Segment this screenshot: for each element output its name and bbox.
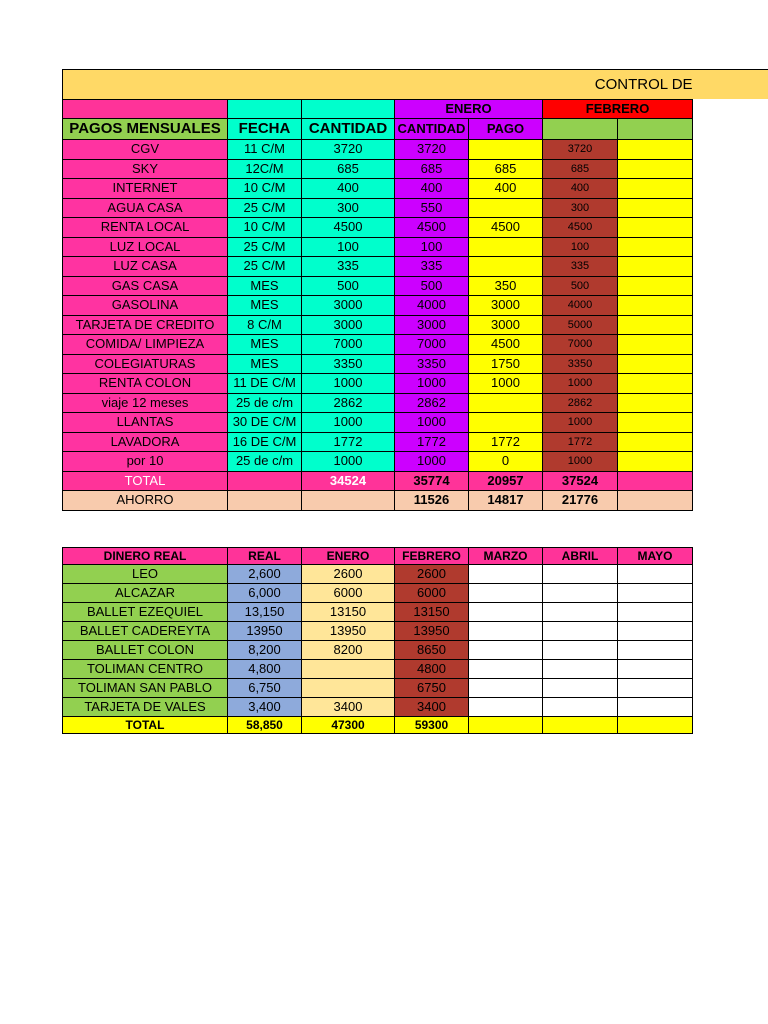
cell-cantidad[interactable]: 7000 [302,335,395,355]
cell-fecha[interactable]: 30 DE C/M [228,413,302,433]
cell-fecha[interactable]: MES [228,276,302,296]
ahorro-enero-cantidad[interactable]: 11526 [395,491,469,511]
cell-cantidad[interactable]: 4500 [302,218,395,238]
blank-cell[interactable] [618,698,693,717]
table-row [63,198,693,218]
cell-fecha[interactable]: 8 C/M [228,315,302,335]
blank-cell[interactable] [469,565,543,584]
cell-enero-cantidad[interactable]: 4500 [395,218,469,238]
cell-name[interactable]: COMIDA/ LIMPIEZA [63,335,228,355]
cell-pago[interactable]: 3000 [469,296,543,316]
cell-real[interactable]: 6,750 [228,679,302,698]
blank-cell[interactable] [228,491,302,511]
cell-extra[interactable] [618,452,693,472]
cell-fecha[interactable]: 10 C/M [228,179,302,199]
cell-name[interactable]: LLANTAS [63,413,228,433]
cell-fecha[interactable]: MES [228,354,302,374]
blank-cell[interactable] [618,641,693,660]
cell-pago[interactable] [469,413,543,433]
table-row [63,660,693,679]
cell-pago[interactable]: 4500 [469,335,543,355]
cell-extra[interactable] [618,276,693,296]
cell-name[interactable]: LUZ LOCAL [63,237,228,257]
cell-cantidad[interactable]: 500 [302,276,395,296]
cell-cantidad[interactable]: 300 [302,198,395,218]
cell-name[interactable]: BALLET CADEREYTA [63,622,228,641]
cell-name[interactable]: por 10 [63,452,228,472]
cell-pago[interactable]: 685 [469,159,543,179]
cell-extra[interactable] [618,413,693,433]
cell-cantidad[interactable]: 685 [302,159,395,179]
blank-cell[interactable] [469,584,543,603]
cell-febrero[interactable]: 2600 [395,565,469,584]
pagos-table [62,69,693,511]
cell-name[interactable]: TOLIMAN CENTRO [63,660,228,679]
blank-cell[interactable] [469,698,543,717]
cell-extra[interactable] [618,257,693,277]
cell-feb[interactable]: 1772 [543,432,618,452]
cell-name[interactable]: GAS CASA [63,276,228,296]
cell-pago[interactable]: 0 [469,452,543,472]
cell-feb[interactable]: 300 [543,198,618,218]
cell-name[interactable]: AGUA CASA [63,198,228,218]
cell-real[interactable]: 3,400 [228,698,302,717]
cell-cantidad[interactable]: 3350 [302,354,395,374]
cell-fecha[interactable]: MES [228,296,302,316]
cell-name[interactable]: SKY [63,159,228,179]
cell-feb[interactable]: 2862 [543,393,618,413]
cell-real[interactable]: 6,000 [228,584,302,603]
cell-feb[interactable]: 7000 [543,335,618,355]
cell-enero-cantidad[interactable]: 2862 [395,393,469,413]
cell-fecha[interactable]: 16 DE C/M [228,432,302,452]
cell-enero[interactable]: 3400 [302,698,395,717]
cell-enero-cantidad[interactable]: 335 [395,257,469,277]
cell-enero-cantidad[interactable]: 400 [395,179,469,199]
cell-name[interactable]: LUZ CASA [63,257,228,277]
cell-fecha[interactable]: 11 C/M [228,140,302,160]
cell-fecha[interactable]: 25 C/M [228,198,302,218]
cell-feb[interactable]: 1000 [543,413,618,433]
cell-extra[interactable] [618,315,693,335]
cell-febrero[interactable]: 8650 [395,641,469,660]
blank-cell[interactable] [543,603,618,622]
cell-pago[interactable] [469,257,543,277]
header-marzo[interactable]: MARZO [469,548,543,565]
blank-cell[interactable] [469,679,543,698]
cell-feb[interactable]: 335 [543,257,618,277]
total-label[interactable]: TOTAL [63,471,228,491]
cell-cantidad[interactable]: 3000 [302,296,395,316]
cell-enero-cantidad[interactable]: 3350 [395,354,469,374]
blank-cell[interactable] [618,622,693,641]
cell-enero-cantidad[interactable]: 1772 [395,432,469,452]
ahorro-febrero[interactable]: 21776 [543,491,618,511]
cell-extra[interactable] [618,218,693,238]
cell-name[interactable]: BALLET EZEQUIEL [63,603,228,622]
cell-feb[interactable]: 500 [543,276,618,296]
blank-cell[interactable] [543,565,618,584]
blank-cell[interactable] [618,679,693,698]
blank-cell[interactable] [543,584,618,603]
cell-feb[interactable]: 1000 [543,374,618,394]
total-febrero[interactable]: 37524 [543,471,618,491]
cell-febrero[interactable]: 13150 [395,603,469,622]
table-row [63,354,693,374]
cell-name[interactable]: TOLIMAN SAN PABLO [63,679,228,698]
dinero-real-table [62,547,693,734]
header-cantidad[interactable]: CANTIDAD [302,119,395,140]
blank-cell[interactable] [543,717,618,734]
table-row [63,679,693,698]
total-pago[interactable]: 20957 [469,471,543,491]
blank-cell[interactable] [469,641,543,660]
table-row [63,413,693,433]
blank-cell[interactable] [618,603,693,622]
blank-cell[interactable] [469,622,543,641]
table-row [63,179,693,199]
table-row [63,237,693,257]
cell-real[interactable]: 13,150 [228,603,302,622]
cell-fecha[interactable]: 10 C/M [228,218,302,238]
cell-enero-cantidad[interactable]: 7000 [395,335,469,355]
cell-feb[interactable]: 3350 [543,354,618,374]
cell-pago[interactable]: 1772 [469,432,543,452]
cell-cantidad[interactable]: 2862 [302,393,395,413]
cell-extra[interactable] [618,432,693,452]
table-row [63,565,693,584]
cell-fecha[interactable]: MES [228,335,302,355]
cell-extra[interactable] [618,393,693,413]
table-row [63,584,693,603]
blank-cell[interactable] [618,565,693,584]
cell-enero[interactable] [302,679,395,698]
cell-enero[interactable]: 13150 [302,603,395,622]
header-febrero[interactable]: FEBRERO [395,548,469,565]
sheet-title: CONTROL DE [63,70,693,100]
cell-feb[interactable]: 400 [543,179,618,199]
cell-enero[interactable] [302,660,395,679]
blank-cell[interactable] [228,471,302,491]
cell-name[interactable]: RENTA COLON [63,374,228,394]
cell-name[interactable]: LEO [63,565,228,584]
header-dinero-real[interactable]: DINERO REAL [63,548,228,565]
header-mayo[interactable]: MAYO [618,548,693,565]
table-row [63,452,693,472]
table-row [63,257,693,277]
cell-fecha[interactable]: 25 C/M [228,237,302,257]
cell-cantidad[interactable]: 335 [302,257,395,277]
table-row [63,296,693,316]
cell-cantidad[interactable]: 1000 [302,452,395,472]
cell-name[interactable]: INTERNET [63,179,228,199]
cell-enero-cantidad[interactable]: 3720 [395,140,469,160]
cell-name[interactable]: BALLET COLON [63,641,228,660]
cell-feb[interactable]: 1000 [543,452,618,472]
table-row [63,276,693,296]
cell-enero-cantidad[interactable]: 550 [395,198,469,218]
header-real[interactable]: REAL [228,548,302,565]
header-enero-cantidad[interactable]: CANTIDAD [395,119,469,140]
blank-cell[interactable] [302,491,395,511]
cell-name[interactable]: RENTA LOCAL [63,218,228,238]
cell-enero[interactable]: 13950 [302,622,395,641]
blank-cell[interactable] [618,119,693,140]
cell-extra[interactable] [618,296,693,316]
blank-cell[interactable] [543,698,618,717]
blank-cell[interactable] [228,100,302,119]
blank-cell[interactable] [63,100,228,119]
cell-extra[interactable] [618,354,693,374]
header-abril[interactable]: ABRIL [543,548,618,565]
cell-pago[interactable]: 1750 [469,354,543,374]
table-row [63,641,693,660]
cell-name[interactable]: TARJETA DE VALES [63,698,228,717]
cell-fecha[interactable]: 25 C/M [228,257,302,277]
dinero-total-enero[interactable]: 47300 [302,717,395,734]
blank-cell[interactable] [618,471,693,491]
cell-pago[interactable] [469,237,543,257]
cell-cantidad[interactable]: 100 [302,237,395,257]
table-row [63,159,693,179]
cell-real[interactable]: 13950 [228,622,302,641]
cell-name[interactable]: COLEGIATURAS [63,354,228,374]
cell-fecha[interactable]: 25 de c/m [228,452,302,472]
cell-feb[interactable]: 4000 [543,296,618,316]
blank-cell[interactable] [543,679,618,698]
cell-enero-cantidad[interactable]: 1000 [395,452,469,472]
cell-enero[interactable]: 8200 [302,641,395,660]
cell-extra[interactable] [618,237,693,257]
dinero-total-real[interactable]: 58,850 [228,717,302,734]
cell-febrero[interactable]: 6750 [395,679,469,698]
cell-febrero[interactable]: 4800 [395,660,469,679]
cell-feb[interactable]: 3720 [543,140,618,160]
cell-fecha[interactable]: 12C/M [228,159,302,179]
cell-cantidad[interactable]: 400 [302,179,395,199]
cell-pago[interactable] [469,140,543,160]
cell-name[interactable]: CGV [63,140,228,160]
cell-fecha[interactable]: 11 DE C/M [228,374,302,394]
cell-febrero[interactable]: 3400 [395,698,469,717]
table-row [63,140,693,160]
cell-cantidad[interactable]: 1000 [302,374,395,394]
cell-name[interactable]: GASOLINA [63,296,228,316]
table-row [63,315,693,335]
title-extension [691,69,768,99]
cell-cantidad[interactable]: 3000 [302,315,395,335]
cell-enero-cantidad[interactable]: 685 [395,159,469,179]
cell-pago[interactable]: 1000 [469,374,543,394]
ahorro-label[interactable]: AHORRO [63,491,228,511]
cell-febrero[interactable]: 6000 [395,584,469,603]
header-enero[interactable]: ENERO [302,548,395,565]
cell-extra[interactable] [618,374,693,394]
cell-name[interactable]: TARJETA DE CREDITO [63,315,228,335]
cell-cantidad[interactable]: 1000 [302,413,395,433]
header-pagos[interactable]: PAGOS MENSUALES [63,119,228,140]
cell-enero[interactable]: 2600 [302,565,395,584]
table-row [63,374,693,394]
cell-pago[interactable] [469,198,543,218]
header-fecha[interactable]: FECHA [228,119,302,140]
dinero-total-label[interactable]: TOTAL [63,717,228,734]
dinero-total-febrero[interactable]: 59300 [395,717,469,734]
cell-pago[interactable]: 400 [469,179,543,199]
total-enero-cantidad[interactable]: 35774 [395,471,469,491]
blank-cell[interactable] [543,119,618,140]
table-row [63,335,693,355]
month-febrero-header[interactable]: FEBRERO [543,100,693,119]
blank-cell[interactable] [469,717,543,734]
cell-cantidad[interactable]: 3720 [302,140,395,160]
month-enero-header[interactable]: ENERO [395,100,543,119]
cell-name[interactable]: viaje 12 meses [63,393,228,413]
cell-feb[interactable]: 5000 [543,315,618,335]
total-cantidad[interactable]: 34524 [302,471,395,491]
table-row [63,218,693,238]
cell-real[interactable]: 4,800 [228,660,302,679]
cell-enero-cantidad[interactable]: 100 [395,237,469,257]
table-row [63,603,693,622]
header-enero-pago[interactable]: PAGO [469,119,543,140]
cell-extra[interactable] [618,140,693,160]
cell-feb[interactable]: 685 [543,159,618,179]
blank-cell[interactable] [543,622,618,641]
blank-cell[interactable] [618,491,693,511]
cell-name[interactable]: LAVADORA [63,432,228,452]
cell-febrero[interactable]: 13950 [395,622,469,641]
ahorro-pago[interactable]: 14817 [469,491,543,511]
cell-extra[interactable] [618,159,693,179]
table-row [63,698,693,717]
blank-cell[interactable] [469,603,543,622]
cell-real[interactable]: 2,600 [228,565,302,584]
cell-feb[interactable]: 100 [543,237,618,257]
cell-fecha[interactable]: 25 de c/m [228,393,302,413]
blank-cell[interactable] [618,717,693,734]
blank-cell[interactable] [618,584,693,603]
cell-enero-cantidad[interactable]: 1000 [395,413,469,433]
table-row [63,393,693,413]
cell-pago[interactable]: 350 [469,276,543,296]
cell-cantidad[interactable]: 1772 [302,432,395,452]
blank-cell[interactable] [302,100,395,119]
cell-real[interactable]: 8,200 [228,641,302,660]
blank-cell[interactable] [543,641,618,660]
cell-enero-cantidad[interactable]: 4000 [395,296,469,316]
cell-extra[interactable] [618,179,693,199]
blank-cell[interactable] [469,660,543,679]
cell-pago[interactable] [469,393,543,413]
blank-cell[interactable] [618,660,693,679]
cell-extra[interactable] [618,198,693,218]
cell-name[interactable]: ALCAZAR [63,584,228,603]
cell-pago[interactable]: 3000 [469,315,543,335]
cell-pago[interactable]: 4500 [469,218,543,238]
cell-enero[interactable]: 6000 [302,584,395,603]
blank-cell[interactable] [543,660,618,679]
cell-feb[interactable]: 4500 [543,218,618,238]
cell-enero-cantidad[interactable]: 3000 [395,315,469,335]
table-row [63,622,693,641]
table-row [63,432,693,452]
cell-extra[interactable] [618,335,693,355]
cell-enero-cantidad[interactable]: 1000 [395,374,469,394]
cell-enero-cantidad[interactable]: 500 [395,276,469,296]
